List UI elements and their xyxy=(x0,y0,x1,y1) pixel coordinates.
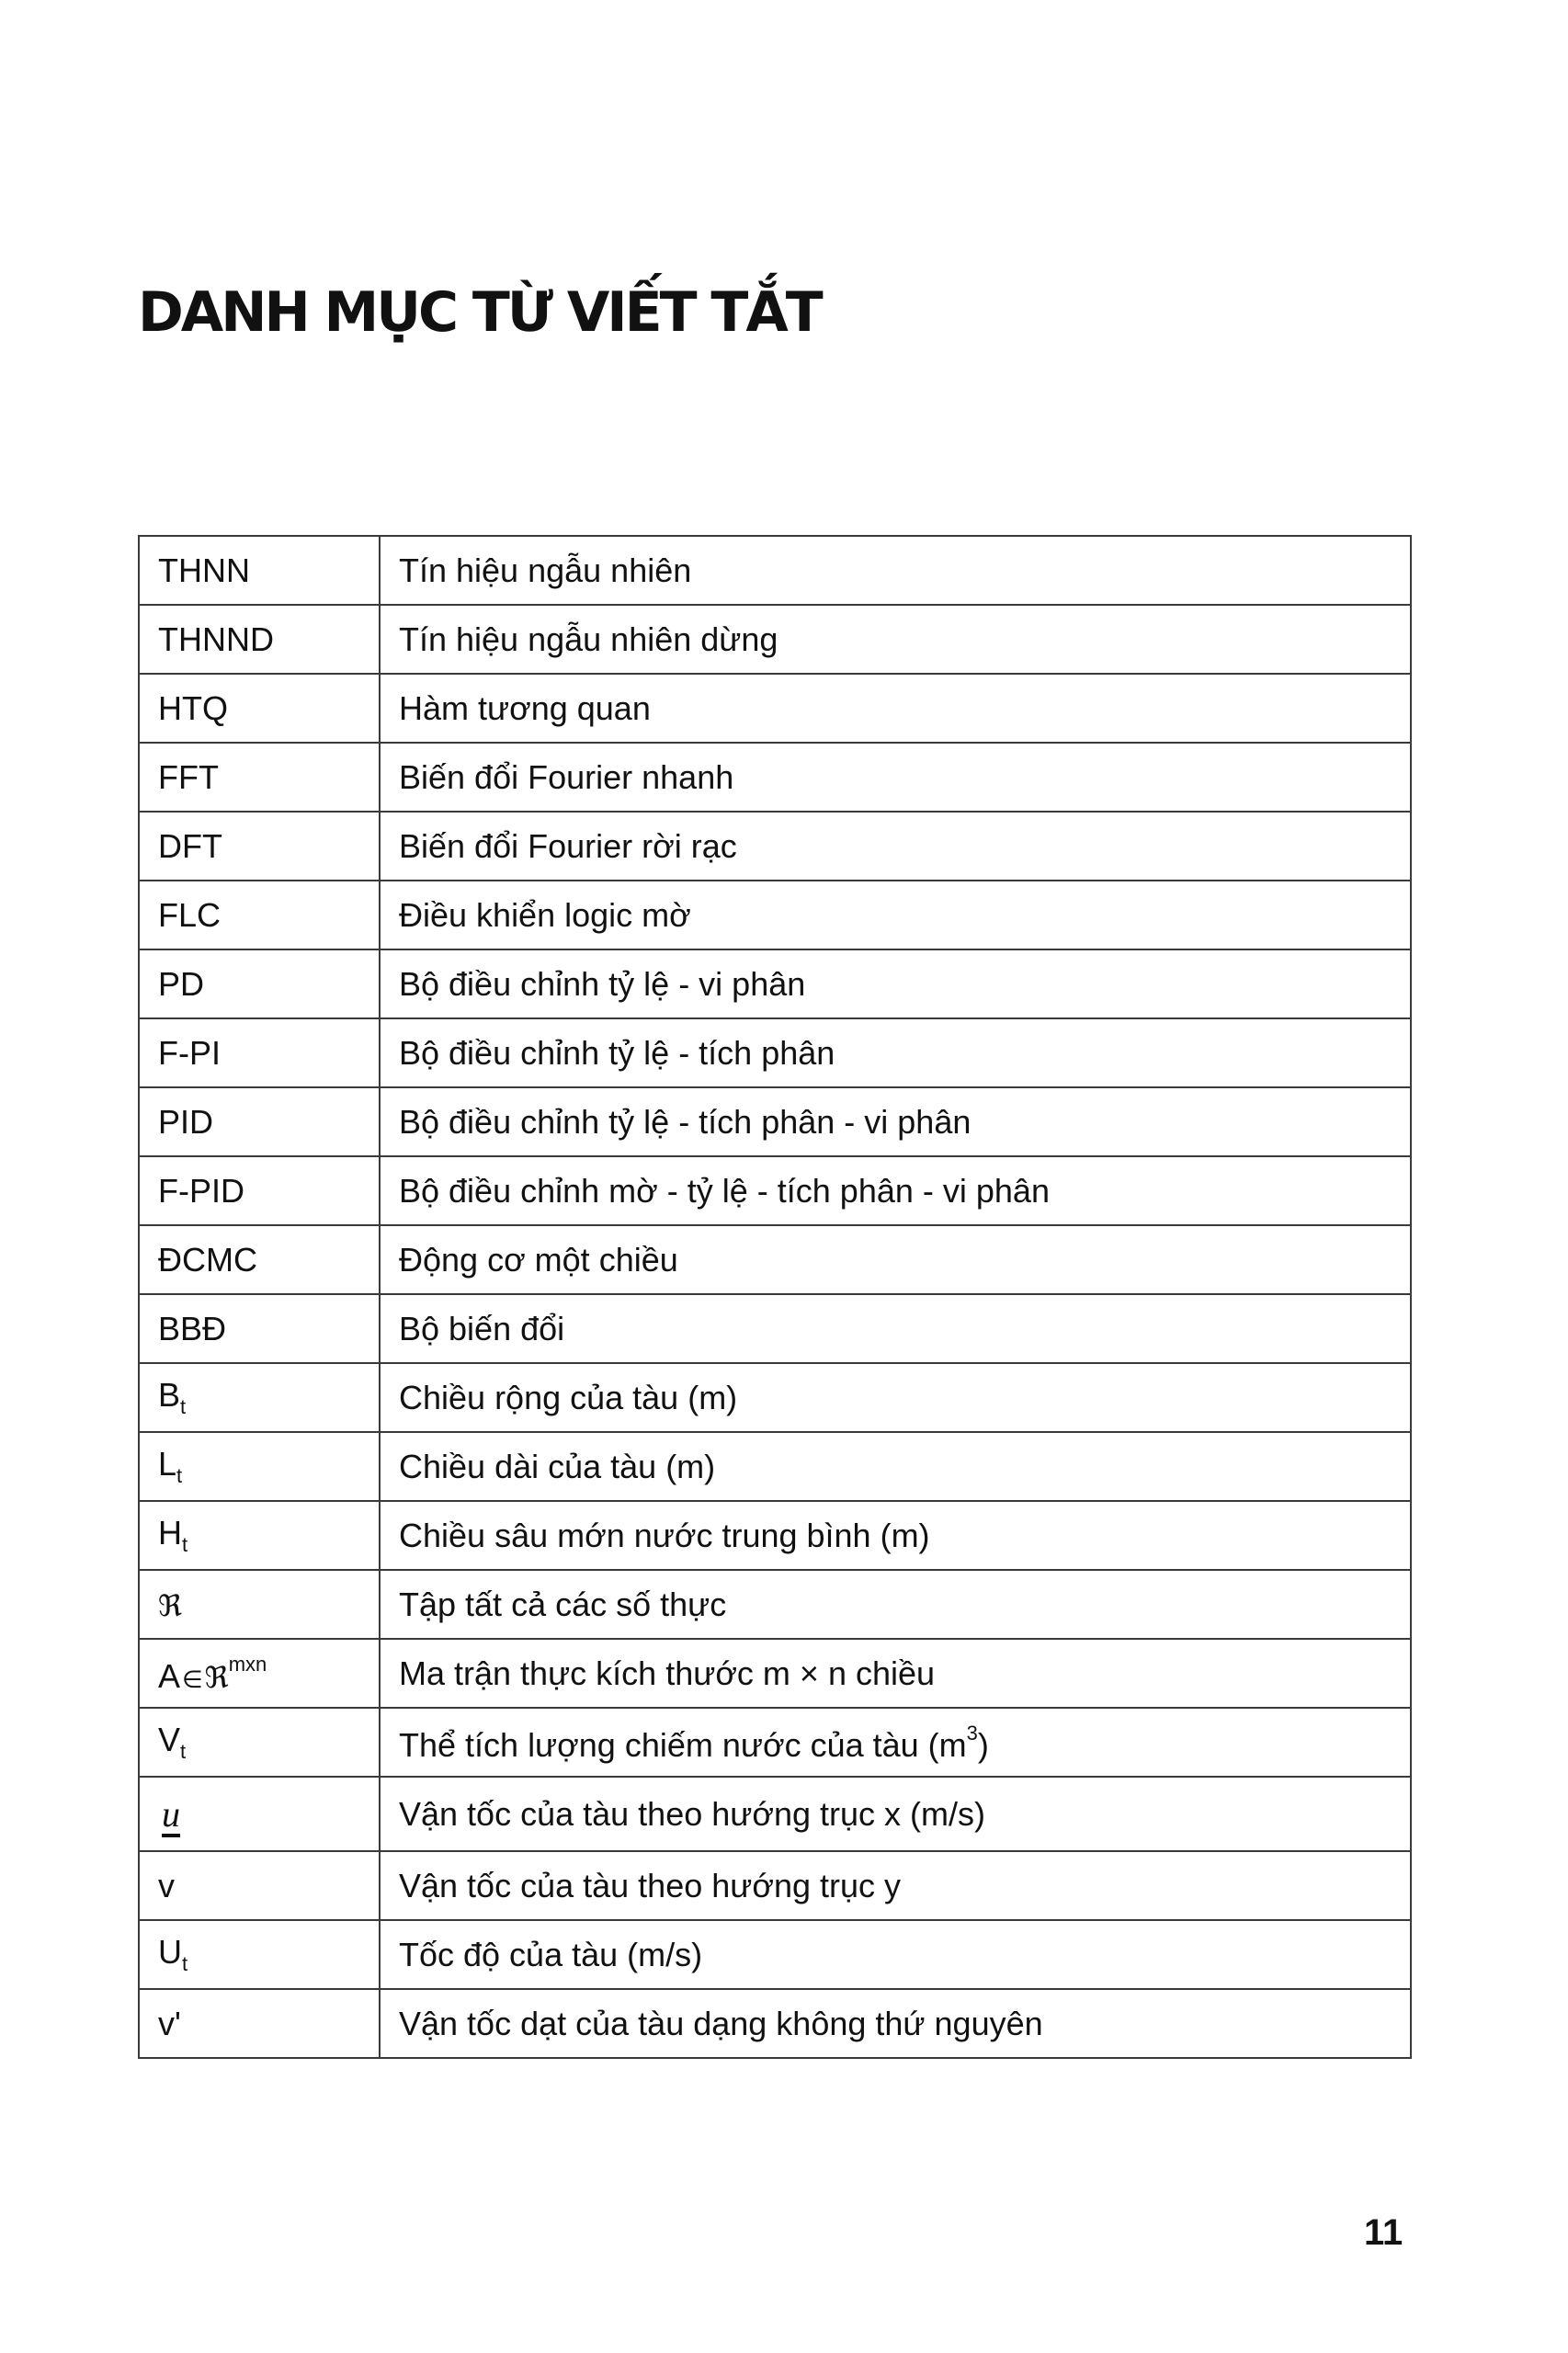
table-row xyxy=(139,605,1411,674)
abbreviation-cell: F-PI xyxy=(139,1018,380,1087)
table-row xyxy=(139,1225,1411,1294)
abbreviation-superscript: mxn xyxy=(228,1652,267,1676)
abbreviation-cell: PD xyxy=(139,949,380,1018)
real-numbers-symbol: ℜ xyxy=(158,1587,183,1623)
unit-superscript: 3 xyxy=(966,1721,978,1745)
table-row xyxy=(139,1851,1411,1920)
abbreviation-symbol: V xyxy=(158,1720,181,1758)
abbreviation-table xyxy=(138,535,1412,2059)
meaning-cell: Chiều sâu mớn nước trung bình (m) xyxy=(380,1501,1411,1570)
table-row xyxy=(139,1432,1411,1501)
abbreviation-symbol: U xyxy=(158,1932,182,1971)
abbreviation-cell xyxy=(139,1920,380,1989)
meaning-cell: Ma trận thực kích thước m × n chiều xyxy=(380,1639,1411,1708)
meaning-cell: Động cơ một chiều xyxy=(380,1225,1411,1294)
matrix-symbol: A xyxy=(158,1656,181,1695)
table-row xyxy=(139,1363,1411,1432)
abbreviation-subscript: t xyxy=(182,1532,188,1556)
meaning-cell: Tín hiệu ngẫu nhiên xyxy=(380,536,1411,605)
table-row xyxy=(139,1777,1411,1851)
table-row xyxy=(139,674,1411,743)
abbreviation-cell xyxy=(139,1501,380,1570)
meaning-cell: Bộ điều chỉnh tỷ lệ - tích phân xyxy=(380,1018,1411,1087)
table-row xyxy=(139,1156,1411,1225)
meaning-text-end: ) xyxy=(977,1725,989,1764)
abbreviation-cell xyxy=(139,1363,380,1432)
page-title: DANH MỤC TỪ VIẾT TẮT xyxy=(138,280,821,345)
abbreviation-cell: ĐCMC xyxy=(139,1225,380,1294)
abbreviation-subscript: t xyxy=(182,1951,188,1975)
meaning-cell: Hàm tương quan xyxy=(380,674,1411,743)
table-row xyxy=(139,1920,1411,1989)
table-row xyxy=(139,1989,1411,2058)
abbreviation-cell: BBĐ xyxy=(139,1294,380,1363)
abbreviation-cell xyxy=(139,1708,380,1777)
meaning-text: Thể tích lượng chiếm nước của tàu (m xyxy=(399,1725,967,1764)
table-row xyxy=(139,743,1411,812)
table-row xyxy=(139,1639,1411,1708)
abbreviation-symbol: L xyxy=(158,1444,177,1483)
meaning-cell: Tốc độ của tàu (m/s) xyxy=(380,1920,1411,1989)
velocity-u-symbol: u xyxy=(162,1792,180,1835)
abbreviation-subscript: t xyxy=(176,1463,183,1487)
table-row xyxy=(139,949,1411,1018)
abbreviation-cell: HTQ xyxy=(139,674,380,743)
meaning-cell: Điều khiển logic mờ xyxy=(380,881,1411,949)
abbreviation-symbol: H xyxy=(158,1513,182,1552)
real-numbers-symbol: ℜ xyxy=(204,1659,229,1695)
meaning-cell: Bộ điều chỉnh tỷ lệ - tích phân - vi phân xyxy=(380,1087,1411,1156)
table-row xyxy=(139,536,1411,605)
meaning-cell: Chiều dài của tàu (m) xyxy=(380,1432,1411,1501)
table-row xyxy=(139,1018,1411,1087)
meaning-cell: Biến đổi Fourier nhanh xyxy=(380,743,1411,812)
table-row xyxy=(139,881,1411,949)
abbreviation-subscript: t xyxy=(180,1394,187,1418)
abbreviation-cell: THNN xyxy=(139,536,380,605)
abbreviation-cell xyxy=(139,1639,380,1708)
element-of-symbol: ∈ xyxy=(182,1665,203,1694)
abbreviation-cell: v xyxy=(139,1851,380,1920)
abbreviation-cell: THNND xyxy=(139,605,380,674)
meaning-cell: Biến đổi Fourier rời rạc xyxy=(380,812,1411,881)
meaning-cell: Vận tốc của tàu theo hướng trục x (m/s) xyxy=(380,1777,1411,1851)
abbreviation-cell: FFT xyxy=(139,743,380,812)
abbreviation-cell: PID xyxy=(139,1087,380,1156)
table-row xyxy=(139,1708,1411,1777)
meaning-cell: Chiều rộng của tàu (m) xyxy=(380,1363,1411,1432)
table-row xyxy=(139,812,1411,881)
abbreviation-cell: F-PID xyxy=(139,1156,380,1225)
abbreviation-cell xyxy=(139,1432,380,1501)
meaning-cell: Vận tốc của tàu theo hướng trục y xyxy=(380,1851,1411,1920)
table-row xyxy=(139,1087,1411,1156)
meaning-cell xyxy=(380,1708,1411,1777)
abbreviation-cell: DFT xyxy=(139,812,380,881)
meaning-cell: Tín hiệu ngẫu nhiên dừng xyxy=(380,605,1411,674)
meaning-cell: Bộ điều chỉnh mờ - tỷ lệ - tích phân - vi phân xyxy=(380,1156,1411,1225)
meaning-cell: Vận tốc dạt của tàu dạng không thứ nguyên xyxy=(380,1989,1411,2058)
table-row xyxy=(139,1294,1411,1363)
table-row xyxy=(139,1501,1411,1570)
page-number: 11 xyxy=(1364,2212,1403,2253)
meaning-cell: Bộ điều chỉnh tỷ lệ - vi phân xyxy=(380,949,1411,1018)
table-row xyxy=(139,1570,1411,1639)
abbreviation-subscript: t xyxy=(180,1739,187,1763)
meaning-cell: Tập tất cả các số thực xyxy=(380,1570,1411,1639)
abbreviation-cell xyxy=(139,1777,380,1851)
abbreviation-cell: v' xyxy=(139,1989,380,2058)
abbreviation-symbol: B xyxy=(158,1375,181,1414)
meaning-cell: Bộ biến đổi xyxy=(380,1294,1411,1363)
abbreviation-cell: FLC xyxy=(139,881,380,949)
abbreviation-cell xyxy=(139,1570,380,1639)
